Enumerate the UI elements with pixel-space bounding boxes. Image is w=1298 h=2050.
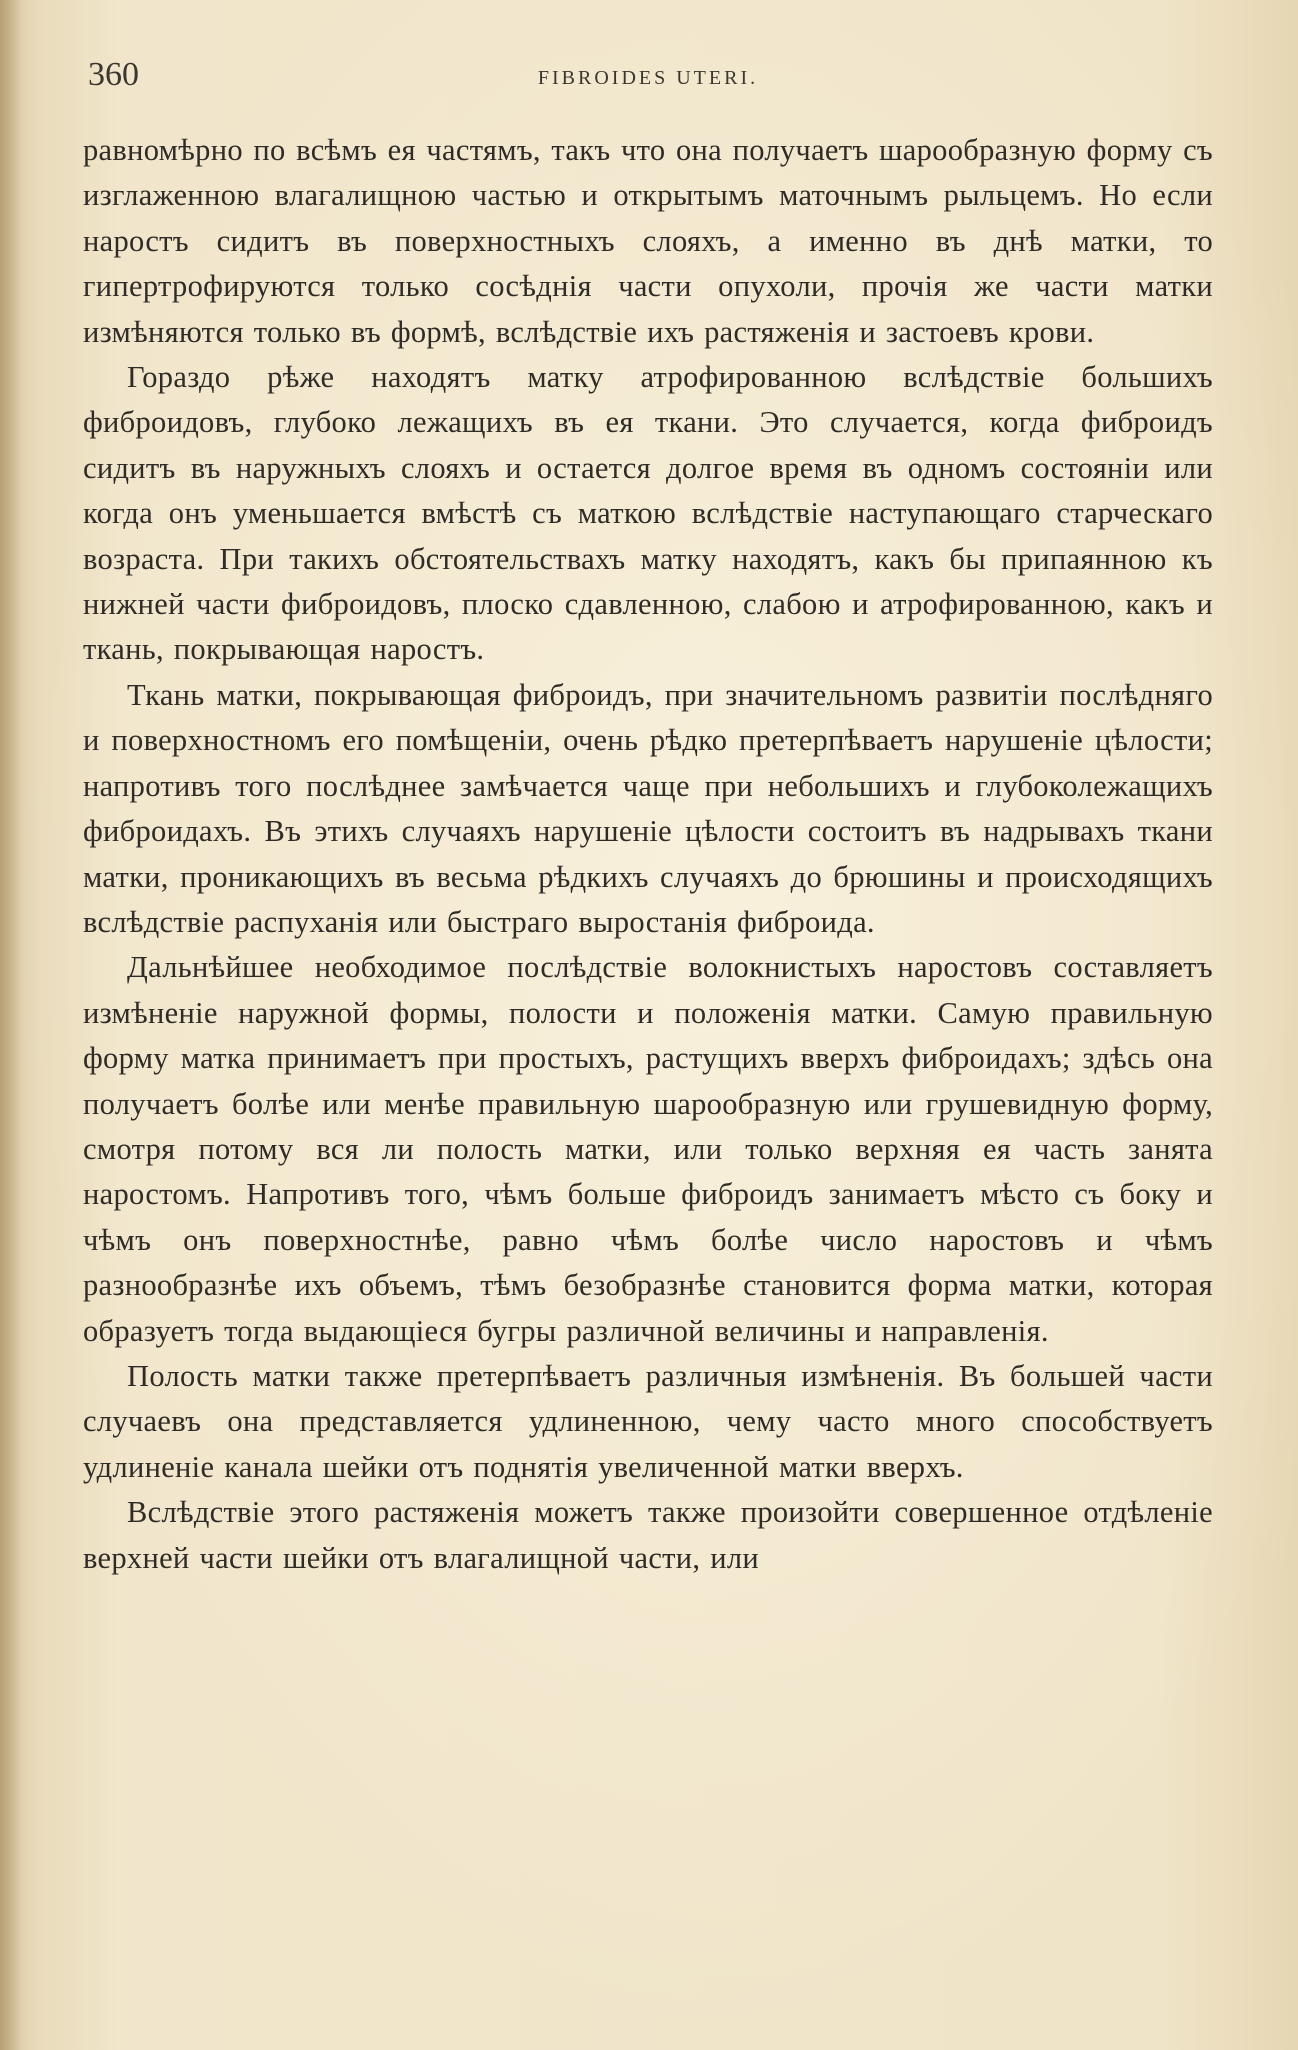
page-header bbox=[88, 52, 1208, 98]
page-spine-shadow bbox=[0, 0, 22, 2050]
paragraph: Гораздо рѣже находятъ матку атрофированною вслѣдствіе большихъ фиброидовъ, глубоко лежащихъ въ ея ткани. Это случается, когда фиброидъ сидитъ въ наружныхъ слояхъ и остается долгое время въ одномъ состояніи или когда онъ уменьшается вмѣстѣ съ маткою вслѣдствіе наступающаго старческаго возраста. При такихъ обстоятельствахъ матку находятъ, какъ бы припаянною къ нижней части фиброидовъ, плоско сдавленною, слабою и атрофированною, какъ и ткань, покрывающая наростъ. bbox=[83, 360, 1213, 667]
page-number: 360 bbox=[88, 56, 139, 93]
body-text bbox=[83, 128, 1213, 1581]
paragraph: Дальнѣйшее необходимое послѣдствіе волокнистыхъ наростовъ составляетъ измѣненіе наружной формы, полости и положенія матки. Самую правильную форму матка принимаетъ при простыхъ, растущихъ вверхъ фиброидахъ; здѣсь она получаетъ болѣе или менѣе правильную шарообразную или грушевидную форму, смотря потому вся ли полость матки, или только верхняя ея часть занята наростомъ. Напротивъ того, чѣмъ больше фиброидъ занимаетъ мѣсто съ боку и чѣмъ онъ поверхностнѣе, равно чѣмъ болѣе число наростовъ и чѣмъ разнообразнѣе ихъ объемъ, тѣмъ безобразнѣе становится форма матки, которая образуетъ тогда выдающіеся бугры различной величины и направленія. bbox=[83, 950, 1213, 1348]
running-head: FIBROIDES UTERI. bbox=[537, 67, 759, 89]
paragraph: Ткань матки, покрывающая фиброидъ, при значительномъ развитіи послѣдняго и поверхностномъ его помѣщеніи, очень рѣдко претерпѣваетъ нарушеніе цѣлости; напротивъ того послѣднее замѣчается чаще при небольшихъ и глубоколежащихъ фиброидахъ. Въ этихъ случаяхъ нарушеніе цѣлости состоитъ въ надрывахъ ткани матки, проникающихъ въ весьма рѣдкихъ случаяхъ до брюшины и происходящихъ вслѣдствіе распуханія или быстраго выростанія фиброида. bbox=[83, 677, 1213, 939]
paragraph: Полость матки также претерпѣваетъ различныя измѣненія. Въ большей части случаевъ она представляется удлиненною, чему часто много способствуетъ удлиненіе канала шейки отъ поднятія увеличенной матки вверхъ. bbox=[83, 1358, 1213, 1484]
paragraph: равномѣрно по всѣмъ ея частямъ, такъ что она получаетъ шарообразную форму съ изглаженною влагалищною частью и открытымъ маточнымъ рыльцемъ. Но если наростъ сидитъ въ поверхностныхъ слояхъ, а именно въ днѣ матки, то гипертрофируются только сосѣднія части опухоли, прочія же части матки измѣняются только въ формѣ, вслѣдствіе ихъ растяженія и застоевъ крови. bbox=[83, 133, 1213, 349]
paragraph: Вслѣдствіе этого растяженія можетъ также произойти совершенное отдѣленіе верхней части шейки отъ влагалищной части, или bbox=[83, 1495, 1213, 1575]
